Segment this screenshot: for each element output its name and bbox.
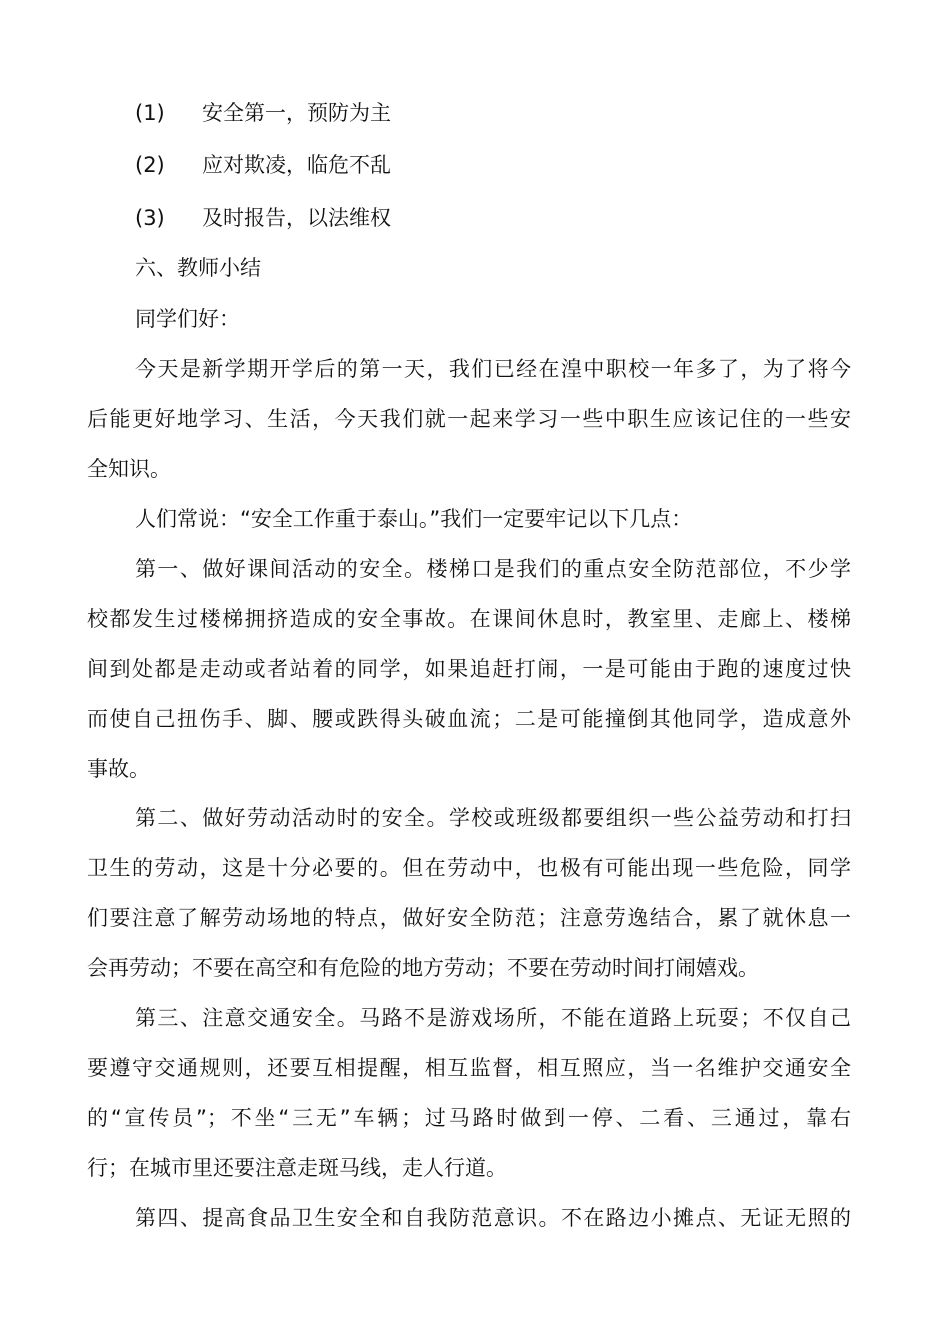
list-text: 安全第一，预防为主 — [202, 101, 391, 125]
list-number: (2) — [135, 153, 165, 177]
list-text: 及时报告，以法维权 — [202, 206, 391, 230]
list-number: (1) — [135, 101, 165, 125]
list-text: 应对欺凌，临危不乱 — [202, 153, 391, 177]
list-number: (3) — [135, 206, 165, 230]
document-page: (1) 安全第一，预防为主 (2) 应对欺凌，临危不乱 (3) 及时报告，以法维权 六、教师小结 同学们好： 今天是新学期开学后的第一天，我们已经在湟中职校一年多了，为了将今 后能更好地学习、生活，今天我们就一起来学习一些中职生应该记住的一些安 全知识。 人们常说：“安全工作重于泰山。”我们一定要牢记以下几点： 第一、做好课间活动的安全。楼梯口是我们的重点安全防范部位，不少学 校都发生过楼梯拥挤造成的安全事故。在课间休息时，教室里、走廊上、楼梯 间到处都是走动或者站着的同学，如果追赶打闹，一是可能由于跑的速度过快 而使自己扭伤手、脚、腰或跌得头破血流；二是可能撞倒其他同学，造成意外 事故。 第二、做好劳动活动时的安全。学校或班级都要组织一些公益劳动和打扫 卫生的劳动，这是十分必要的。但在劳动中，也极有可能出现一些危险，同学 们要注意了解劳动场地的特点，做好安全防范；注意劳逸结合，累了就休息一 会再劳动；不要在高空和有危险的地方劳动；不要在劳动时间打闹嬉戏。 第三、注意交通安全。马路不是游戏场所，不能在道路上玩耍；不仅自己 要遵守交通规则，还要互相提醒，相互监督，相互照应，当一名维护交通安全 的“宣传员”；不坐“三无”车辆；过马路时做到一停、二看、三通过，靠右 行；在城市里还要注意走斑马线，走人行道。 第四、提高食品卫生安全和自我防范意识。不在路边小摊点、无证无照的 — [0, 0, 950, 1344]
